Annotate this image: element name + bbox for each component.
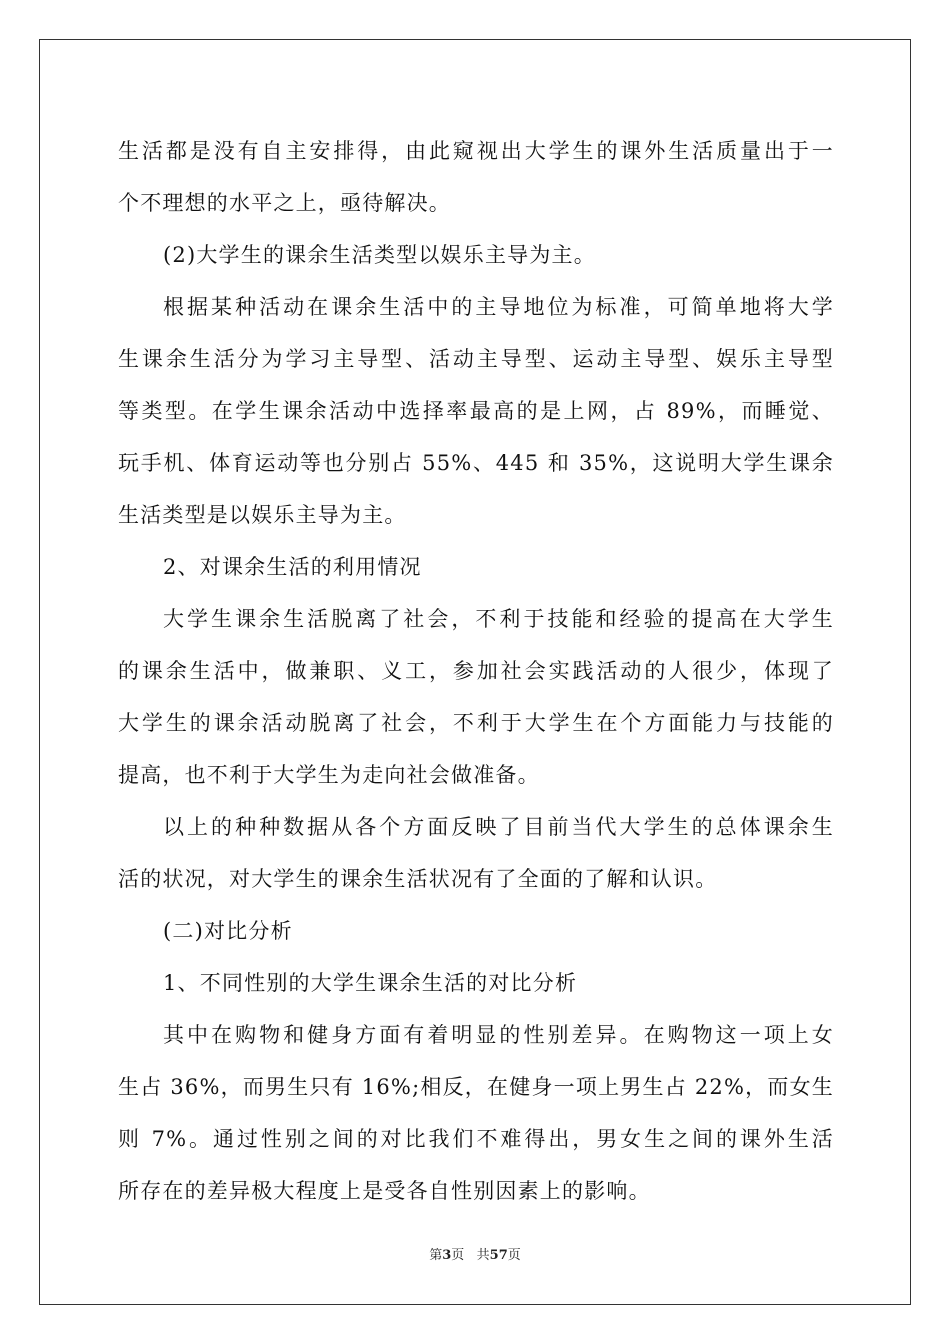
page-footer [0, 1244, 950, 1263]
text-line: 其中在购物和健身方面有着明显的性别差异。在购物这一项上女 [163, 1023, 834, 1047]
text-line: 等类型。在学生课余活动中选择率最高的是上网，占 89%，而睡觉、 [118, 399, 834, 423]
section-heading: (二)对比分析 [163, 919, 293, 943]
text-line: 提高，也不利于大学生为走向社会做准备。 [118, 763, 540, 787]
text-line: 大学生课余生活脱离了社会，不利于技能和经验的提高在大学生 [163, 607, 834, 631]
text-line: 生活都是没有自主安排得，由此窥视出大学生的课外生活质量出于一 [118, 139, 834, 163]
current-page-number: 3 [442, 1248, 452, 1263]
text-line: 大学生的课余活动脱离了社会，不利于大学生在个方面能力与技能的 [118, 711, 834, 735]
text-line: 则 7%。通过性别之间的对比我们不难得出，男女生之间的课外生活 [118, 1127, 834, 1151]
footer-prefix: 第 [429, 1248, 443, 1263]
text-line: 以上的种种数据从各个方面反映了目前当代大学生的总体课余生 [163, 815, 834, 839]
footer-middle: 页 共 [451, 1248, 490, 1263]
text-line: 根据某种活动在课余生活中的主导地位为标准，可简单地将大学 [163, 295, 834, 319]
text-line: 个不理想的水平之上，亟待解决。 [118, 191, 451, 215]
text-line: 生课余生活分为学习主导型、活动主导型、运动主导型、娱乐主导型 [118, 347, 834, 371]
text-line: 生占 36%，而男生只有 16%;相反，在健身一项上男生占 22%，而女生 [118, 1075, 834, 1099]
total-pages-number: 57 [489, 1248, 508, 1263]
text-line: 的课余生活中，做兼职、义工，参加社会实践活动的人很少，体现了 [118, 659, 834, 683]
subheading: 2、对课余生活的利用情况 [163, 555, 422, 579]
subheading: 1、不同性别的大学生课余生活的对比分析 [163, 971, 578, 995]
text-line: 生活类型是以娱乐主导为主。 [118, 503, 407, 527]
document-body [118, 125, 834, 1217]
text-line: 玩手机、体育运动等也分别占 55%、445 和 35%，这说明大学生课余 [118, 451, 834, 475]
text-line: 所存在的差异极大程度上是受各自性别因素上的影响。 [118, 1179, 651, 1203]
text-line: 活的状况，对大学生的课余生活状况有了全面的了解和认识。 [118, 867, 718, 891]
footer-suffix: 页 [507, 1248, 521, 1263]
subheading: (2)大学生的课余生活类型以娱乐主导为主。 [163, 243, 596, 267]
